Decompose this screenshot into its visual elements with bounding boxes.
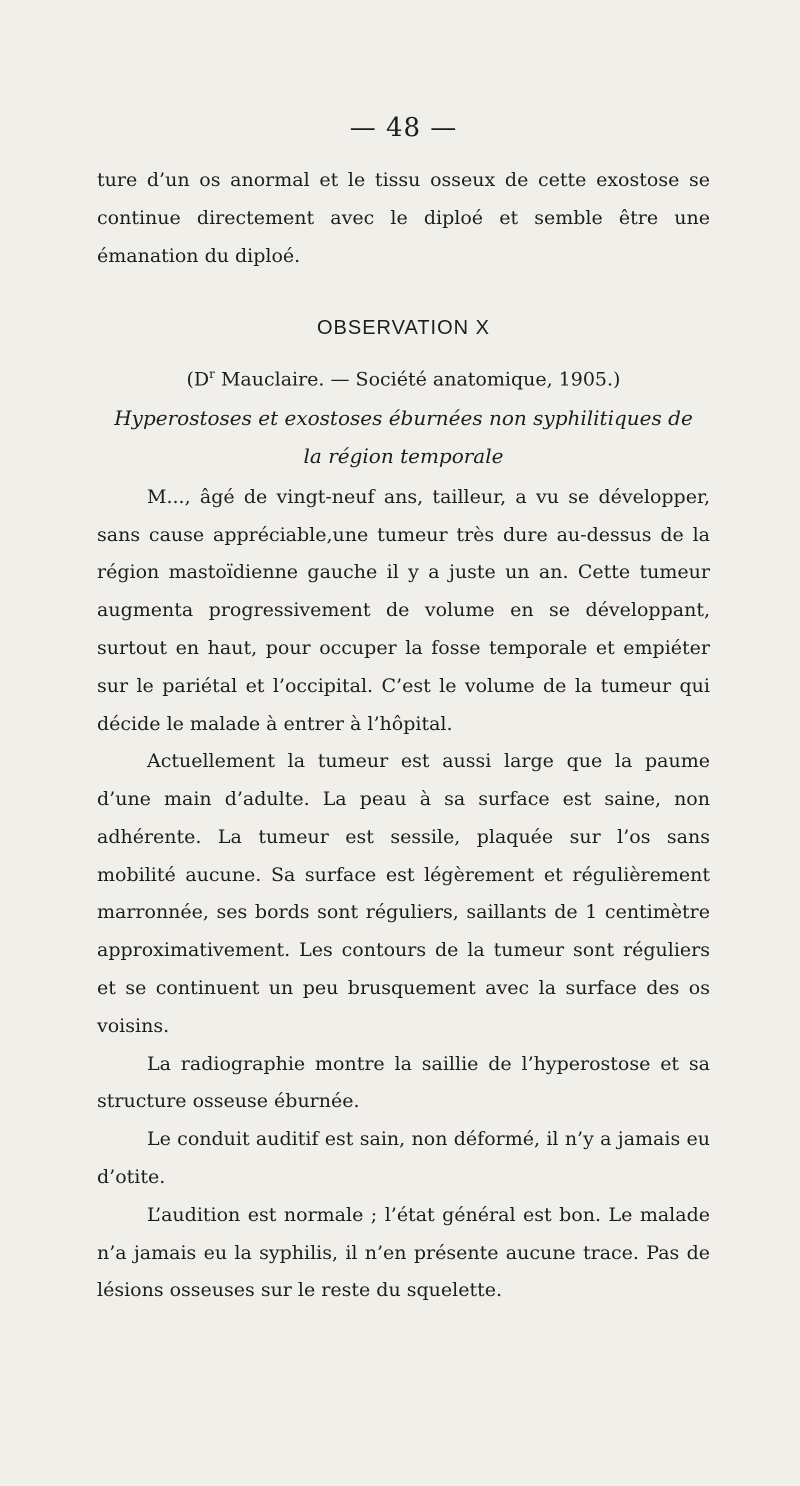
source-sup: r xyxy=(209,367,215,382)
paragraph: L’audition est normale ; l’état général est bon. Le malade n’a jamais eu la syphilis, il n’en présente aucune trace. Pas de lésions osseuses sur le reste du squelette. xyxy=(97,1203,710,1302)
paragraph: Actuellement la tumeur est aussi large que la paume d’une main d’adulte. La peau à sa surface est saine, non adhérente. La tumeur est sessile, plaquée sur l’os sans mobilité aucune. Sa surface est légèrement et régulièrement marronnée, ses bords sont réguliers, saillants de 1 centimètre approximativement. Les contours de la tumeur sont réguliers et se continuent un peu brusquement avec la surface des os voisins. xyxy=(97,750,710,1037)
source-open: (D xyxy=(186,368,210,391)
title-line-1: Hyperostoses et exostoses éburnées non syphilitiques de xyxy=(114,405,693,430)
title-line-2: la région temporale xyxy=(303,443,504,468)
page-number: — 48 — xyxy=(349,113,458,143)
intro-paragraph: ture d’un os anormal et le tissu osseux de cette exostose se continue directement avec le diploé et semble être une émanation du diploé. xyxy=(97,169,710,267)
source-citation xyxy=(97,355,710,398)
source-rest: Mauclaire. — Société anatomique, 1905.) xyxy=(214,368,621,391)
paragraph: La radiographie montre la saillie de l’hyperostose et sa structure osseuse éburnée. xyxy=(97,1052,710,1113)
paragraph: Le conduit auditif est sain, non déformé, il n’y a jamais eu d’otite. xyxy=(97,1128,710,1189)
observation-title xyxy=(97,399,710,475)
observation-heading: OBSERVATION X xyxy=(316,317,491,340)
paragraph: M..., âgé de vingt-neuf ans, tailleur, a vu se développer, sans cause appréciable,une tumeur très dure au-dessus de la région mastoïdienne gauche il y a juste un an. Cette tumeur augmenta progressivement de volume en se développant, surtout en haut, pour occuper la fosse temporale et empiéter sur le pariétal et l’occipital. C’est le volume de la tumeur qui décide le malade à entrer à l’hôpital. xyxy=(97,485,710,735)
body-text xyxy=(97,479,710,1311)
